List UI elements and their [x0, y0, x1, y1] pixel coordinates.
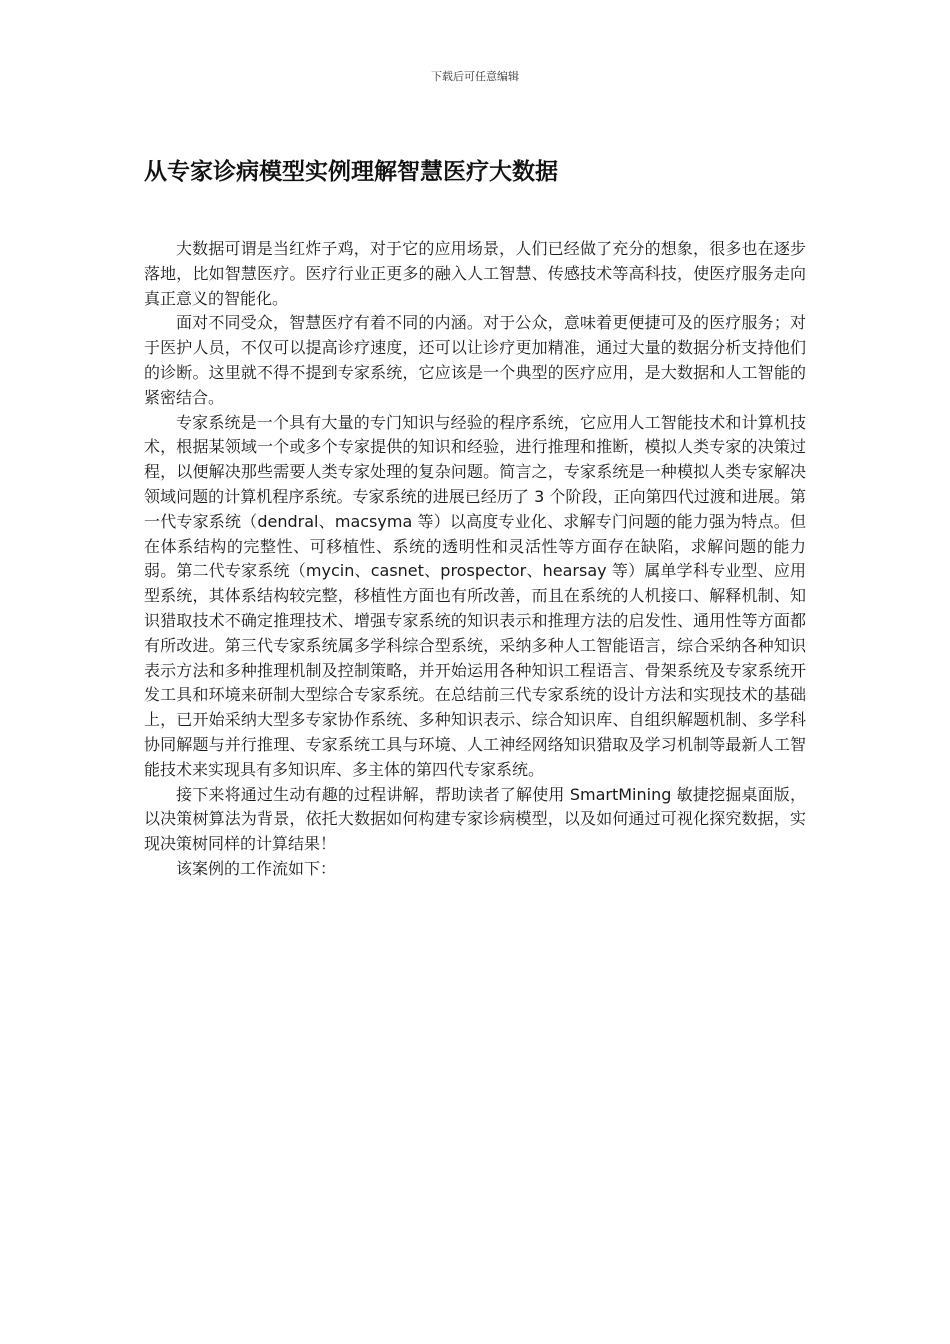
paragraph-smartmining: 接下来将通过生动有趣的过程讲解，帮助读者了解使用 SmartMining 敏捷挖掘桌面版，以决策树算法为背景，依托大数据如何构建专家诊病模型，以及如何通过可视化探究数据，实现决策树同样的计算结果！ [144, 784, 806, 854]
paragraph-workflow: 该案例的工作流如下： [176, 858, 337, 878]
paragraph-expert-systems: 专家系统是一个具有大量的专门知识与经验的程序系统，它应用人工智能技术和计算机技术，根据某领域一个或多个专家提供的知识和经验，进行推理和推断，模拟人类专家的决策过程，以便解决那些需要人类专家处理的复杂问题。简言之，专家系统是一种模拟人类专家解决领域问题的计算机程序系统。专家系统的进展已经历了 3 个阶段，正向第四代过渡和进展。第一代专家系统（dendral、macsyma 等）以高度专业化、求解专门问题的能力强为特点。但在体系结构的完整性、可移植性、系统的透明性和灵活性等方面存在缺陷，求解问题的能力弱。第二代专家系统（mycin、casnet、prospector、hearsay 等）属单学科专业型、应用型系统，其体系结构较完整，移植性方面也有所改善，而且在系统的人机接口、解释机制、知识猎取技术不确定推理技术、增强专家系统的知识表示和推理方法的启发性、通用性等方面都有所改进。第三代专家系统属多学科综合型系统，采纳多种人工智能语言，综合采纳各种知识表示方法和多种推理机制及控制策略，并开始运用各种知识工程语言、骨架系统及专家系统开发工具和环境来研制大型综合专家系统。在总结前三代专家系统的设计方法和实现技术的基础上，已开始采纳大型多专家协作系统、多种知识表示、综合知识库、自组织解题机制、多学科协同解题与并行推理、专家系统工具与环境、人工神经网络知识猎取及学习机制等最新人工智能技术来实现具有多知识库、多主体的第四代专家系统。 [144, 412, 806, 779]
paragraph-audiences: 面对不同受众，智慧医疗有着不同的内涵。对于公众，意味着更便捷可及的医疗服务；对于医护人员，不仅可以提高诊疗速度，还可以让诊疗更加精准，通过大量的数据分析支持他们的诊断。这里就不得不提到专家系统，它应该是一个典型的医疗应用，是大数据和人工智能的紧密结合。 [144, 313, 806, 407]
document-title: 从专家诊病模型实例理解智慧医疗大数据 [144, 158, 558, 185]
document-body [144, 237, 806, 882]
page-header-note: 下载后可任意编辑 [431, 70, 519, 83]
paragraph-intro: 大数据可谓是当红炸子鸡，对于它的应用场景，人们已经做了充分的想象，很多也在逐步落地，比如智慧医疗。医疗行业正更多的融入人工智慧、传感技术等高科技，使医疗服务走向真正意义的智能化。 [144, 239, 806, 308]
